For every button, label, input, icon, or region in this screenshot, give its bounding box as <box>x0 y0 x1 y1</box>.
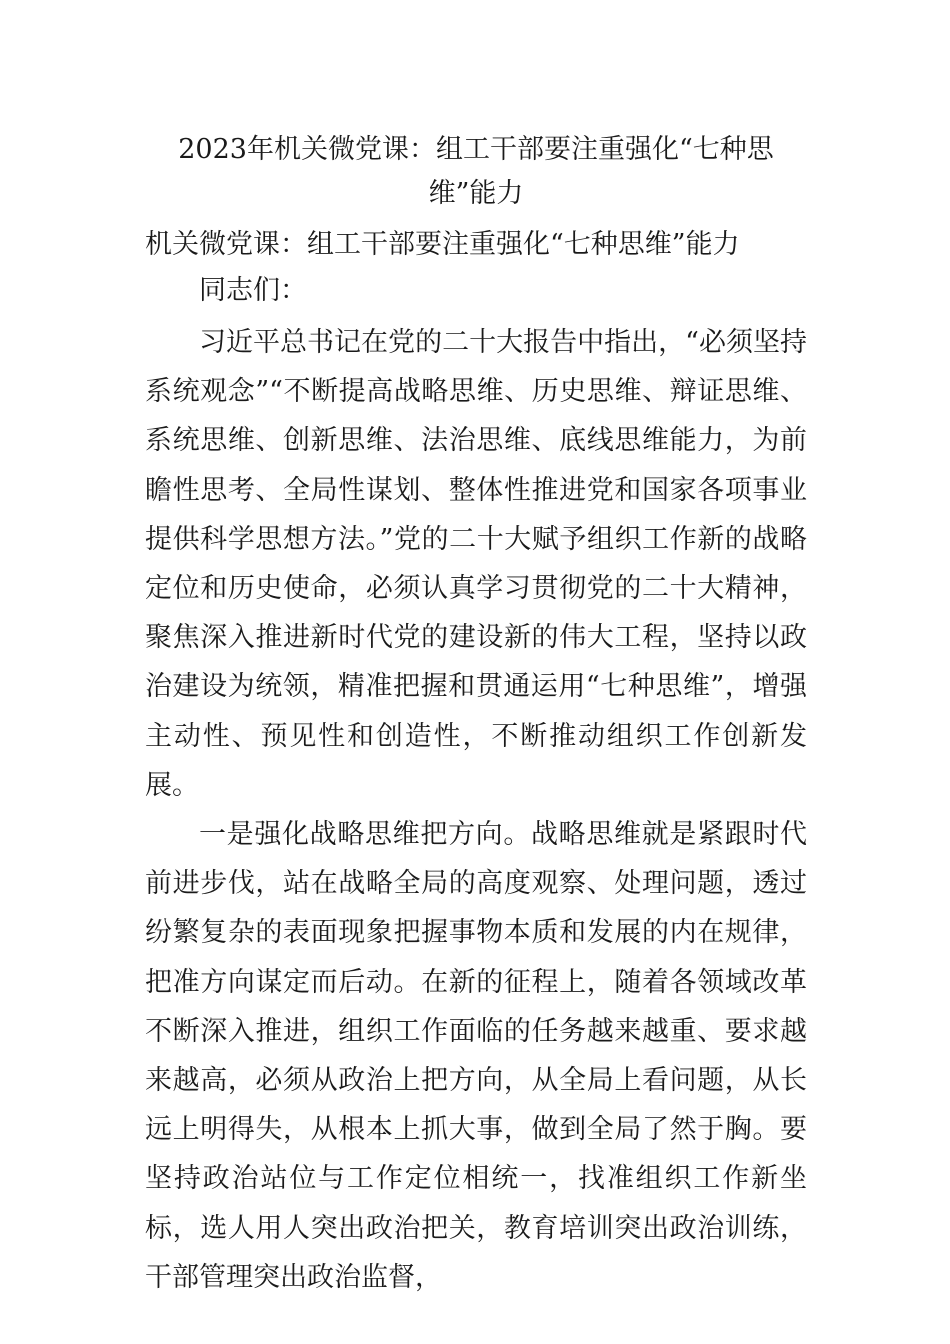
paragraph-intro: 习近平总书记在党的二十大报告中指出，“必须坚持系统观念”“不断提高战略思维、历史思维、辩证思维、系统思维、创新思维、法治思维、底线思维能力，为前瞻性思考、全局性谋划、整体性推进党和国家各项事业提供科学思想方法。”党的二十大赋予组织工作新的战略定位和历史使命，必须认真学习贯彻党的二十大精神，聚焦深入推进新时代党的建设新的伟大工程，坚持以政治建设为统领，精准把握和贯通运用“七种思维”，增强主动性、预见性和创造性，不断推动组织工作创新发展。 <box>145 327 807 801</box>
document-subtitle: 机关微党课：组工干部要注重强化“七种思维”能力 <box>145 229 740 260</box>
document-title: 2023年机关微党课：组工干部要注重强化“七种思维”能力 <box>178 134 774 209</box>
greeting: 同志们： <box>199 275 307 306</box>
document-page <box>145 128 807 1302</box>
paragraph-strategic-thinking: 一是强化战略思维把方向。战略思维就是紧跟时代前进步伐，站在战略全局的高度观察、处理问题，透过纷繁复杂的表面现象把握事物本质和发展的内在规律，把准方向谋定而后动。在新的征程上，随着各领域改革不断深入推进，组织工作面临的任务越来越重、要求越来越高，必须从政治上把方向，从全局上看问题，从长远上明得失，从根本上抓大事，做到全局了然于胸。要坚持政治站位与工作定位相统一，找准组织工作新坐标，选人用人突出政治把关，教育培训突出政治训练，干部管理突出政治监督， <box>145 819 807 1293</box>
